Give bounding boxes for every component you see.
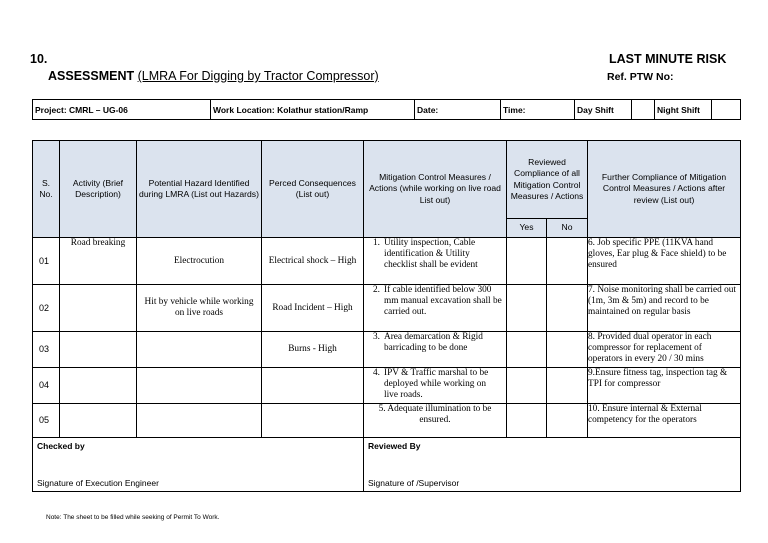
- row-consequence: Burns - High: [262, 332, 364, 368]
- row-mitigation: [364, 285, 507, 332]
- work-location-cell: Work Location: Kolathur station/Ramp: [211, 100, 415, 120]
- col-header-sno: S. No.: [33, 141, 60, 238]
- date-cell[interactable]: Date:: [415, 100, 501, 120]
- row-no-cell[interactable]: [547, 285, 588, 332]
- title-bold: ASSESSMENT: [48, 69, 135, 83]
- row-hazard: Electrocution: [137, 238, 262, 285]
- signoff-row: [33, 438, 741, 492]
- footer-note: Note: The sheet to be filled while seeking of Permit To Work.: [46, 514, 220, 521]
- row-hazard: [137, 332, 262, 368]
- row-further: 9.Ensure fitness tag, inspection tag & TPI for compressor: [588, 368, 741, 404]
- mitigation-text: 5. Adequate illumination to be ensured.: [378, 404, 492, 425]
- row-activity: Road breaking: [60, 238, 137, 285]
- row-yes-cell[interactable]: [507, 285, 547, 332]
- row-consequence: [262, 368, 364, 404]
- col-header-activity: Activity (Brief Description): [60, 141, 137, 238]
- row-consequence: Road Incident – High: [262, 285, 364, 332]
- row-sno: 01: [33, 238, 60, 285]
- execution-engineer-signature: Signature of Execution Engineer: [37, 478, 159, 488]
- row-no-cell[interactable]: [547, 368, 588, 404]
- row-further: 10. Ensure internal & External competency for the operators: [588, 404, 741, 438]
- row-yes-cell[interactable]: [507, 332, 547, 368]
- row-sno: 03: [33, 332, 60, 368]
- row-activity: [60, 368, 137, 404]
- project-cell: Project: CMRL – UG-06: [33, 100, 211, 120]
- table-row: [33, 238, 741, 285]
- row-yes-cell[interactable]: [507, 368, 547, 404]
- mitigation-text: Area demarcation & Rigid barricading to be done: [384, 332, 483, 353]
- row-sno: 04: [33, 368, 60, 404]
- row-yes-cell[interactable]: [507, 238, 547, 285]
- mitigation-number: 3.: [373, 332, 380, 342]
- row-consequence: Electrical shock – High: [262, 238, 364, 285]
- col-header-yes: Yes: [507, 219, 547, 238]
- night-shift-label: Night Shift: [655, 100, 712, 120]
- mitigation-text: If cable identified below 300 mm manual excavation shall be carried out.: [384, 285, 502, 317]
- day-shift-label: Day Shift: [575, 100, 632, 120]
- col-header-consequence: Perced Consequences (List out): [262, 141, 364, 238]
- col-header-hazard: Potential Hazard Identified during LMRA (List out Hazards): [137, 141, 262, 238]
- row-mitigation: [364, 404, 507, 438]
- row-mitigation: [364, 238, 507, 285]
- row-hazard: [137, 368, 262, 404]
- section-number: 10.: [30, 52, 48, 66]
- title-right: LAST MINUTE RISK: [609, 52, 727, 66]
- row-hazard: [137, 404, 262, 438]
- row-hazard: Hit by vehicle while working on live roads: [137, 285, 262, 332]
- time-cell[interactable]: Time:: [501, 100, 575, 120]
- document-title: [48, 69, 379, 83]
- day-shift-box[interactable]: [632, 100, 655, 120]
- row-activity: [60, 285, 137, 332]
- row-activity: [60, 404, 137, 438]
- row-further: 7. Noise monitoring shall be carried out (1m, 3m & 5m) and record to be maintained on regular basis: [588, 285, 741, 332]
- col-header-further: Further Compliance of Mitigation Control Measures / Actions after review (List out): [588, 141, 741, 238]
- row-sno: 02: [33, 285, 60, 332]
- row-mitigation: [364, 332, 507, 368]
- col-header-no: No: [547, 219, 588, 238]
- row-no-cell[interactable]: [547, 238, 588, 285]
- row-further: 8. Provided dual operator in each compressor for replacement of operators in every 20 / 30 mins: [588, 332, 741, 368]
- col-header-reviewed: Reviewed Compliance of all Mitigation Control Measures / Actions: [507, 141, 588, 219]
- table-row: [33, 368, 741, 404]
- row-no-cell[interactable]: [547, 332, 588, 368]
- risk-assessment-table: [32, 140, 741, 492]
- checked-by-cell[interactable]: [33, 438, 364, 492]
- reviewed-by-cell[interactable]: [364, 438, 741, 492]
- table-row: [33, 404, 741, 438]
- supervisor-signature: Signature of /Supervisor: [368, 478, 460, 488]
- ptw-ref-label: Ref. PTW No:: [607, 71, 674, 83]
- title-subtitle: (LMRA For Digging by Tractor Compressor): [137, 69, 379, 83]
- night-shift-box[interactable]: [712, 100, 741, 120]
- mitigation-text: IPV & Traffic marshal to be deployed while working on live roads.: [384, 368, 489, 400]
- row-mitigation: [364, 368, 507, 404]
- row-activity: [60, 332, 137, 368]
- mitigation-number: 2.: [373, 285, 380, 295]
- row-consequence: [262, 404, 364, 438]
- col-header-mitigation: Mitigation Control Measures / Actions (while working on live road List out): [364, 141, 507, 238]
- row-no-cell[interactable]: [547, 404, 588, 438]
- checked-by-label: Checked by: [37, 441, 85, 451]
- row-yes-cell[interactable]: [507, 404, 547, 438]
- row-further: 6. Job specific PPE (11KVA hand gloves, Ear plug & Face shield) to be ensured: [588, 238, 741, 285]
- table-row: [33, 332, 741, 368]
- reviewed-by-label: Reviewed By: [368, 441, 421, 451]
- table-row: [33, 285, 741, 332]
- mitigation-text: Utility inspection, Cable identification & Utility checklist shall be evident: [384, 238, 478, 270]
- row-sno: 05: [33, 404, 60, 438]
- mitigation-number: 4.: [373, 368, 380, 378]
- project-info-table: [32, 99, 741, 120]
- mitigation-number: 1.: [373, 238, 380, 248]
